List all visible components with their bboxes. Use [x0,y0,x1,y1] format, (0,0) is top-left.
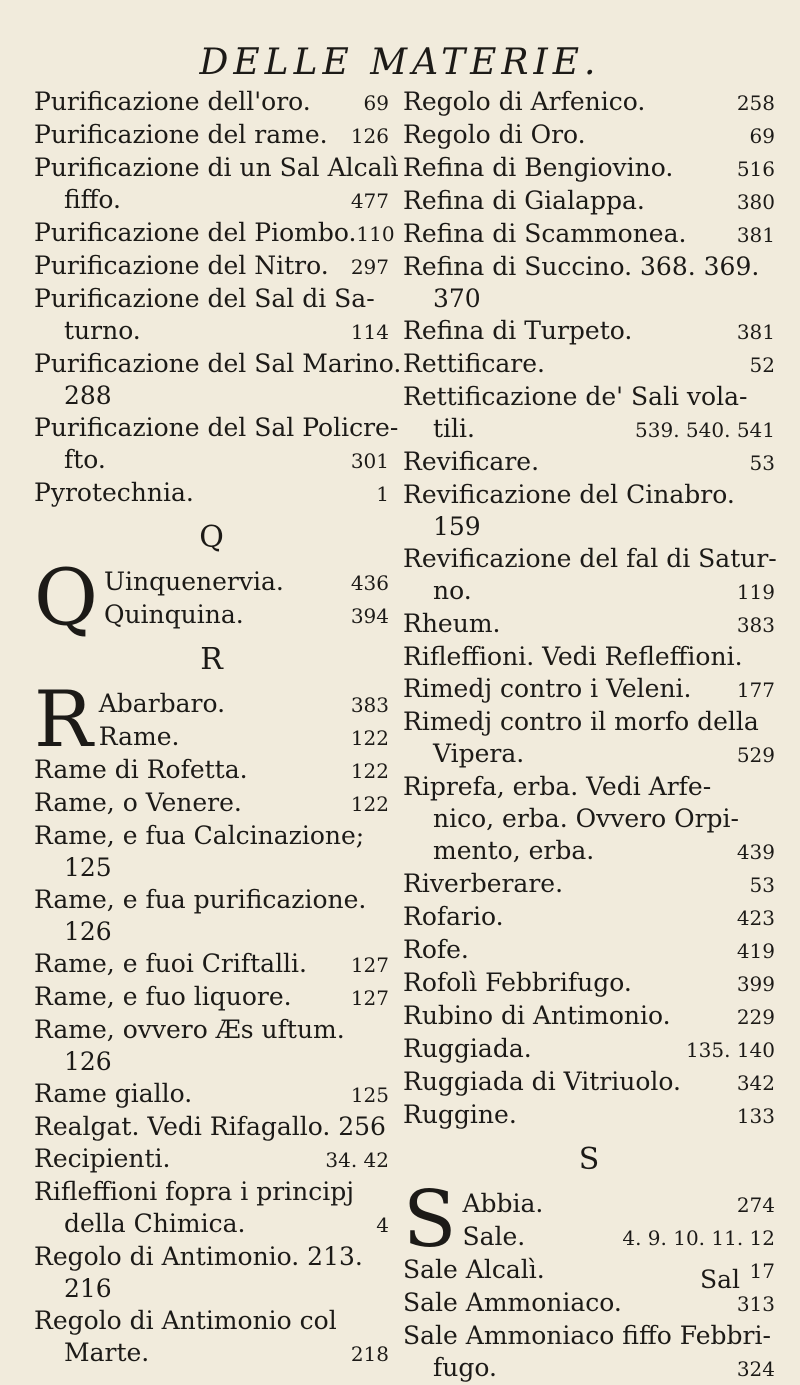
entry-text: Purificazione di un Sal Alcalì [34,153,399,182]
entry-page: 69 [749,124,775,148]
entry-text: Purificazione del Sal Policre- [34,413,399,442]
index-entry [403,381,775,413]
entry-text: Regolo di Oro. [403,120,586,149]
index-entry [34,1208,389,1241]
index-entry [403,1320,775,1352]
index-entry [403,479,775,511]
index-entry [403,119,775,152]
entry-text: Purificazione dell'oro. [34,87,311,116]
index-entry [34,412,399,444]
entry-text: Rimedj contro i Veleni. [403,674,692,703]
entry-text: fiffo. [64,185,121,214]
entry-page: 383 [350,693,389,717]
entry-text: Pyrotechnia. [34,478,194,507]
entry-page: 399 [736,972,775,996]
left-column [34,86,402,1370]
entry-text: Vipera. [433,739,525,768]
index-entry [34,217,395,250]
running-head: DELLE MATERIE. [199,42,601,83]
entry-text: Rame, o Venere. [34,788,242,817]
entry-text: Refina di Turpeto. [403,316,633,345]
entry-page: 342 [736,1071,775,1095]
index-entry [34,1014,389,1046]
entry-text: Rame, e fuo liquore. [34,982,292,1011]
entry-page: 324 [736,1357,775,1381]
entry-text: Purificazione del Sal di Sa- [34,284,375,313]
entry-page: 122 [350,792,389,816]
entry-text: Abbia. [462,1189,544,1218]
dropcap-q: Q [34,553,98,643]
index-entry [403,1000,775,1033]
entry-text: Rubino di Antimonio. [403,1001,671,1030]
entry-text: Ruggiada di Vitriuolo. [403,1067,681,1096]
entry-text: 159 [433,512,481,541]
entry-text: Rimedj contro il morfo della [403,707,759,736]
entry-text: Sale Ammoniaco. [403,1288,622,1317]
section-letter-r: R [200,642,223,677]
entry-text: Uinquenervia. [103,567,284,596]
dropcap-r: R [34,675,93,765]
section-letter-q: Q [199,520,224,555]
entry-text: Sale. [462,1222,526,1251]
entry-text: Refina di Gialappa. [403,186,645,215]
index-entry [403,1352,775,1385]
index-entry [99,721,389,754]
index-entry [34,787,389,820]
entry-text: fto. [64,445,106,474]
entry-text: Recipienti. [34,1144,171,1173]
entry-text: Purificazione del Nitro. [34,251,329,280]
entry-text: Refina di Bengiovino. [403,153,674,182]
entry-page: 133 [736,1104,775,1128]
index-entry [403,218,775,251]
entry-text: 288 [64,381,112,410]
entry-text: Revificare. [403,447,540,476]
entry-text: Rame. [98,722,180,751]
entry-text: Riverberare. [403,869,564,898]
entry-page: 119 [736,580,775,604]
entry-text: Rofe. [403,935,469,964]
index-entry [34,1046,389,1078]
entry-page: 419 [736,939,775,963]
entry-page: 114 [350,320,389,344]
entry-page: 229 [736,1005,775,1029]
entry-page: 383 [736,613,775,637]
index-entry [403,835,775,868]
index-entry [403,1099,775,1132]
entry-page: 125 [350,1083,389,1107]
entry-page: 423 [736,906,775,930]
entry-page: 110 [356,222,395,246]
entry-text: mento, erba. [433,836,595,865]
index-entry [403,641,775,673]
index-entry [34,981,389,1014]
entry-page: 53 [749,451,775,475]
index-entry [403,251,775,283]
index-entry [403,673,775,706]
entry-text: Sale Ammoniaco fiffo Febbri- [403,1321,771,1350]
entry-text: Rheum. [403,609,501,638]
entry-page: 381 [736,223,775,247]
entry-text: Purificazione del Sal Marino. [34,349,402,378]
entry-page: 297 [350,255,389,279]
entry-page: 135. 140 [685,1038,775,1062]
entry-text: Regolo di Antimonio col [34,1306,337,1335]
entry-text: 126 [64,1047,112,1076]
entry-text: Rame, e fuoi Criftalli. [34,949,307,978]
entry-text: 216 [64,1274,112,1303]
entry-text: della Chimica. [64,1209,246,1238]
entry-text: 125 [64,853,112,882]
entry-text: fugo. [433,1353,497,1382]
index-entry [403,575,775,608]
index-entry [403,446,775,479]
r-section [34,675,389,1370]
index-entry [403,803,775,835]
index-entry [403,315,775,348]
index-entry [403,868,775,901]
entry-text: Refina di Scammonea. [403,219,687,248]
entry-page: 127 [350,986,389,1010]
index-entry [34,184,389,217]
index-entry [34,916,389,948]
index-entry [34,250,389,283]
entry-text: Regolo di Arfenico. [403,87,646,116]
index-entry [403,283,775,315]
index-entry [403,934,775,967]
entry-text: turno. [64,316,141,345]
entry-text: Rame, e fua purificazione. [34,885,367,914]
entry-page: 52 [749,353,775,377]
entry-page: 394 [350,604,389,628]
index-entry [104,599,389,632]
entry-text: Ruggiada. [403,1034,532,1063]
index-entry [403,511,775,543]
index-entry [403,738,775,771]
entry-page: 258 [736,91,775,115]
index-entry [34,477,389,510]
entry-text: 370 [433,284,481,313]
entry-text: Realgat. Vedi Rifagallo. 256 [34,1112,386,1141]
entry-text: Regolo di Antimonio. 213. [34,1242,363,1271]
entry-page: 529 [736,743,775,767]
index-entry [34,1143,389,1176]
entry-page: 4. 9. 10. 11. 12 [622,1226,775,1250]
index-entry [34,1176,389,1208]
entry-text: Rettificare. [403,349,545,378]
index-entry [34,754,389,787]
entry-page: 127 [350,953,389,977]
index-entry [403,967,775,1000]
index-entry [403,706,775,738]
index-entry [403,413,775,446]
right-entries [403,86,775,1132]
entry-text: Revificazione del fal di Satur- [403,544,777,573]
entry-page: 380 [736,190,775,214]
index-entry [34,86,389,119]
entry-text: nico, erba. Ovvero Orpi- [433,804,739,833]
entry-text: Ruggine. [403,1100,517,1129]
entry-text: Purificazione del rame. [34,120,328,149]
entry-text: Rame, ovvero Æs uftum. [34,1015,345,1044]
entry-text: Riprefa, erba. Vedi Arfe- [403,772,712,801]
entry-text: Purificazione del Piombo. [34,218,357,247]
entry-page: 126 [350,124,389,148]
q-section [34,553,389,643]
index-entry [34,1305,389,1337]
entry-page: 53 [749,873,775,897]
entry-page: 69 [363,91,389,115]
entry-text: Rifleffioni fopra i principj [34,1177,354,1206]
index-entry [34,1337,389,1370]
r-entries [34,675,389,1370]
entry-page: 439 [736,840,775,864]
index-entry [403,86,775,119]
index-entry [403,152,775,185]
entry-text: Rame di Rofetta. [34,755,248,784]
index-entry [34,1273,389,1305]
index-entry [34,1111,389,1143]
entry-page: 313 [736,1292,775,1316]
entry-page: 436 [350,571,389,595]
index-entry [34,380,389,412]
index-entry [403,543,775,575]
entry-page: 274 [736,1193,775,1217]
entry-page: 381 [736,320,775,344]
entry-page: 122 [350,759,389,783]
entry-page: 301 [350,449,389,473]
index-entry [403,348,775,381]
entry-page: 122 [350,726,389,750]
left-entries [34,86,402,510]
entry-text: Rettificazione de' Sali vola- [403,382,748,411]
index-entry [34,283,389,315]
entry-page: 516 [736,157,775,181]
index-entry [403,771,775,803]
index-entry [403,1033,775,1066]
index-entry [403,185,775,218]
catchword: Sal [700,1265,741,1294]
entry-text: Refina di Succino. 368. 369. [403,252,760,281]
entry-page: 1 [376,482,389,506]
entry-page: 477 [350,189,389,213]
entry-text: tili. [433,414,475,443]
right-column [403,86,775,1385]
entry-page: 17 [749,1259,775,1283]
index-entry [462,1221,775,1254]
entry-text: Rofario. [403,902,504,931]
index-entry [34,820,389,852]
entry-text: Revificazione del Cinabro. [403,480,735,509]
index-entry [403,901,775,934]
index-entry [34,1078,389,1111]
index-entry [34,152,399,184]
entry-page: 539. 540. 541 [635,418,775,442]
entry-text: Rame, e fua Calcinazione; [34,821,365,850]
section-letter-s: S [578,1142,600,1177]
entry-text: no. [433,576,472,605]
index-entry [34,444,389,477]
entry-text: Marte. [64,1338,150,1367]
entry-text: Sale Alcalì. [403,1255,545,1284]
index-entry [34,348,402,380]
index-entry [34,884,389,916]
index-entry [34,119,389,152]
index-entry [403,608,775,641]
index-entry [34,948,389,981]
entry-page: 34. 42 [325,1148,389,1172]
index-entry [104,566,389,599]
entry-page: 218 [350,1342,389,1366]
entry-text: Rame giallo. [34,1079,193,1108]
entry-page: 177 [736,678,775,702]
dropcap-s: S [403,1175,457,1265]
entry-text: Rifleffioni. Vedi Refleffioni. [403,642,743,671]
index-entry [34,852,389,884]
index-entry [34,315,389,348]
entry-text: 126 [64,917,112,946]
index-entry [462,1188,775,1221]
entry-page: 4 [376,1213,389,1237]
entry-text: Rofolì Febbrifugo. [403,968,632,997]
index-entry [34,1241,389,1273]
entry-text: Abarbaro. [98,689,226,718]
entry-text: Quinquina. [103,600,244,629]
index-entry [403,1066,775,1099]
index-entry [99,688,389,721]
